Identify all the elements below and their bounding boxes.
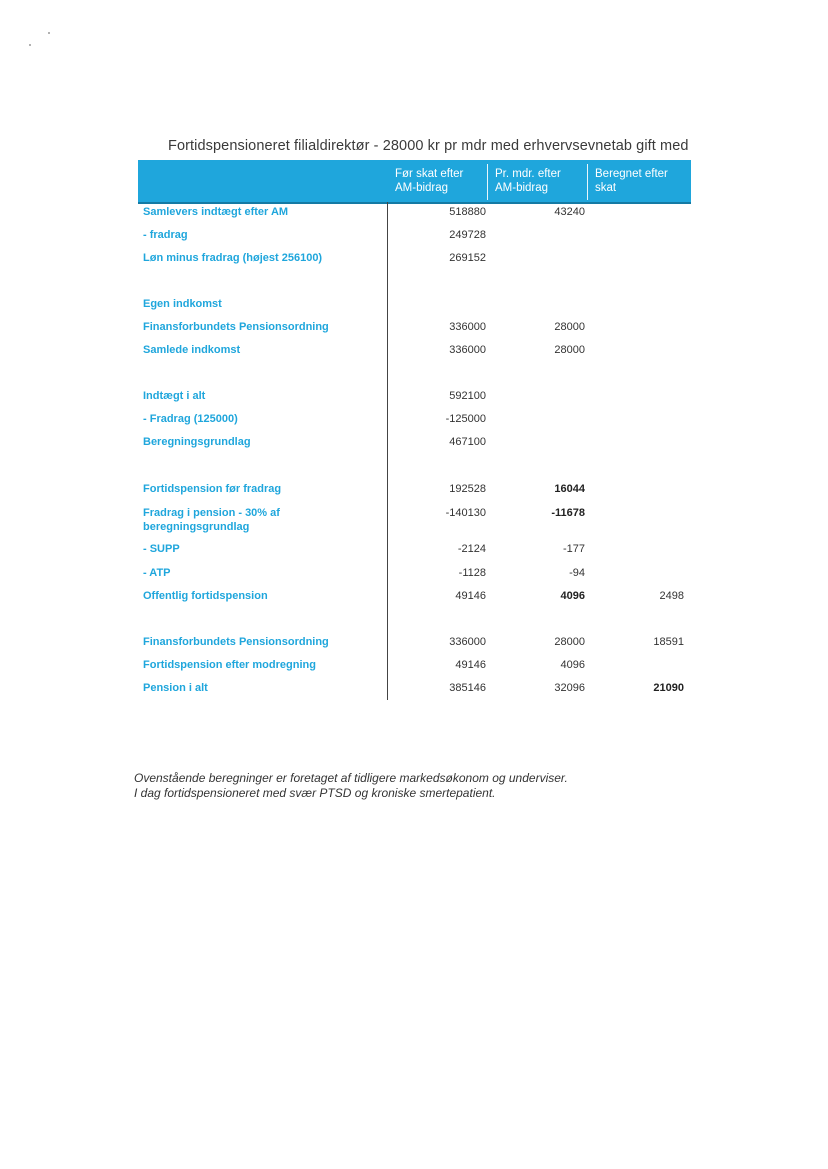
value-per-month: 28000 bbox=[554, 321, 585, 333]
page-title: Fortidspensioneret filialdirektør - 28000 kr pr mdr med erhvervsevnetab gift med bbox=[168, 138, 689, 154]
header-col-before-tax: Før skat efter AM-bidrag bbox=[395, 168, 464, 194]
row-label: Indtægt i alt bbox=[143, 390, 206, 402]
value-after-tax: 21090 bbox=[653, 682, 684, 694]
value-per-month: 43240 bbox=[554, 206, 585, 218]
value-before-tax: 385146 bbox=[449, 682, 486, 694]
value-before-tax: 336000 bbox=[449, 344, 486, 356]
row-label: Løn minus fradrag (højest 256100) bbox=[143, 252, 323, 264]
value-before-tax: 518880 bbox=[449, 206, 486, 218]
value-before-tax: 336000 bbox=[449, 321, 486, 333]
value-per-month: 4096 bbox=[560, 590, 585, 602]
value-before-tax: -1128 bbox=[458, 567, 486, 579]
value-after-tax: 2498 bbox=[659, 590, 684, 602]
header-divider bbox=[487, 164, 488, 200]
value-per-month: 32096 bbox=[554, 682, 585, 694]
row-label: Finansforbundets Pensionsordning bbox=[143, 321, 329, 333]
value-before-tax: 249728 bbox=[449, 229, 486, 241]
row-label: Beregningsgrundlag bbox=[143, 436, 251, 448]
row-label: Fortidspension efter modregning bbox=[143, 659, 316, 671]
header-col-after-tax: Beregnet efter skat bbox=[595, 168, 668, 194]
row-label: Pension i alt bbox=[143, 682, 208, 694]
value-before-tax: 467100 bbox=[449, 436, 486, 448]
value-per-month: -177 bbox=[562, 543, 585, 555]
value-per-month: 28000 bbox=[554, 344, 585, 356]
row-label: Fradrag i pension - 30% af beregningsgrundlag bbox=[143, 507, 280, 533]
footnote-line: I dag fortidspensioneret med svær PTSD og kroniske smertepatient. bbox=[134, 786, 496, 800]
value-before-tax: -140130 bbox=[445, 507, 486, 519]
value-before-tax: 192528 bbox=[449, 483, 486, 495]
header-divider bbox=[587, 164, 588, 200]
value-per-month: -94 bbox=[569, 567, 585, 579]
section-label: Egen indkomst bbox=[143, 298, 222, 310]
header-col-per-month: Pr. mdr. efter AM-bidrag bbox=[495, 168, 561, 194]
row-label: Offentlig fortidspension bbox=[143, 590, 268, 602]
value-after-tax: 18591 bbox=[653, 636, 684, 648]
scan-speck bbox=[29, 44, 31, 46]
row-label: Fortidspension før fradrag bbox=[143, 483, 282, 495]
table-divider-line bbox=[387, 202, 388, 700]
value-before-tax: 592100 bbox=[449, 390, 486, 402]
row-label: Samlede indkomst bbox=[143, 344, 241, 356]
table-header bbox=[138, 160, 691, 204]
value-per-month: 28000 bbox=[554, 636, 585, 648]
row-label: - ATP bbox=[143, 567, 171, 579]
value-before-tax: -125000 bbox=[445, 413, 486, 425]
value-before-tax: -2124 bbox=[457, 543, 486, 555]
footnote bbox=[134, 771, 694, 801]
value-before-tax: 269152 bbox=[449, 252, 486, 264]
value-before-tax: 336000 bbox=[449, 636, 486, 648]
row-label: Finansforbundets Pensionsordning bbox=[143, 636, 329, 648]
value-before-tax: 49146 bbox=[455, 659, 486, 671]
value-per-month: -11678 bbox=[551, 507, 585, 519]
value-per-month: 4096 bbox=[560, 659, 585, 671]
value-per-month: 16044 bbox=[554, 483, 585, 495]
row-label: - fradrag bbox=[143, 229, 188, 241]
footnote-line: Ovenstående beregninger er foretaget af tidligere markedsøkonom og underviser. bbox=[134, 771, 568, 785]
scan-speck bbox=[48, 32, 50, 34]
row-label: Samlevers indtægt efter AM bbox=[143, 206, 289, 218]
row-label: - SUPP bbox=[143, 543, 180, 555]
row-label: - Fradrag (125000) bbox=[143, 413, 238, 425]
value-before-tax: 49146 bbox=[455, 590, 486, 602]
